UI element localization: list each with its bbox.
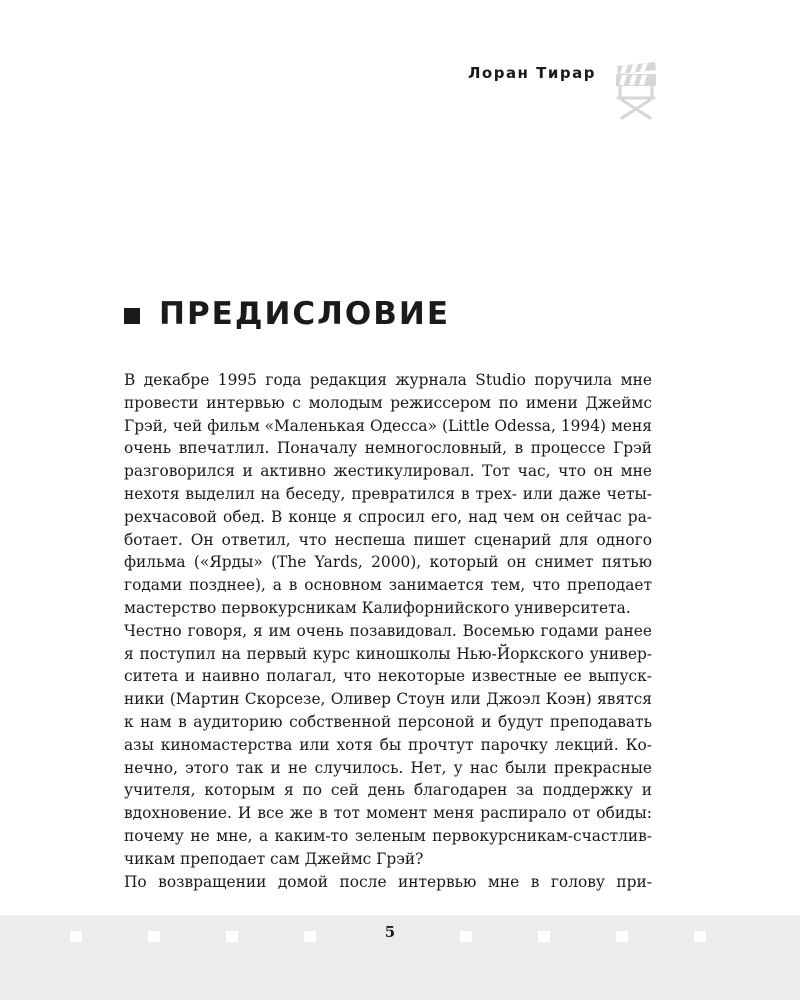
text-line: нехотя выделил на беседу, превратился в трех- или даже четы- [124, 484, 652, 503]
text-line: почему не мне, а каким-то зеленым первокурсникам-счастлив- [124, 826, 652, 845]
text-line: В декабре 1995 года редакция журнала Studio поручила мне [124, 371, 652, 389]
text-line: По возвращении домой после интервью мне в голову при- [124, 872, 652, 891]
text-line: нечно, этого так и не случилось. Нет, у нас были прекрасные [124, 758, 652, 777]
filmstrip-hole [226, 931, 238, 942]
filmstrip-hole [460, 931, 472, 942]
heading-square-bullet [124, 308, 140, 324]
filmstrip-hole [70, 931, 82, 942]
text-line: Честно говоря, я им очень позавидовал. Восемью годами ранее [124, 621, 652, 640]
running-header-author: Лоран Тирар [467, 64, 596, 82]
filmstrip-hole [616, 931, 628, 942]
text-line: к нам в аудиторию собственной персоной и будут преподавать [124, 712, 652, 731]
paragraph-2 [124, 620, 652, 871]
text-line: провести интервью с молодым режиссером по имени Джеймс [124, 393, 652, 412]
text-line: годами позднее), а в основном занимается тем, что преподает [124, 576, 652, 595]
body-text [124, 369, 652, 893]
paragraph-3 [124, 871, 652, 894]
filmstrip-hole [148, 931, 160, 942]
text-line: очень впечатлил. Поначалу немногословный, в процессе Грэй [124, 439, 652, 458]
paragraph-1 [124, 369, 652, 620]
text-line: Грэй, чей фильм «Маленькая Одесса» (Little Odessa, 1994) меня [124, 416, 652, 435]
text-line: чикам преподает сам Джеймс Грэй? [124, 849, 424, 868]
text-line: ситета и наивно полагал, что некоторые известные ее выпуск- [124, 667, 652, 686]
chapter-title: ПРЕДИСЛОВИЕ [159, 296, 450, 332]
text-line: разговорился и активно жестикулировал. Тот час, что он мне [124, 462, 652, 481]
filmstrip-hole [694, 931, 706, 942]
text-line: фильма («Ярды» (The Yards, 2000), который он снимет пятью [124, 553, 652, 572]
page-number: 5 [384, 923, 396, 941]
footer-filmstrip [0, 915, 800, 1000]
text-line: ботает. Он ответил, что неспеша пишет сценарий для одного [124, 530, 652, 549]
text-line: азы киномастерства или хотя бы прочтут парочку лекций. Ко- [124, 735, 652, 754]
text-line: я поступил на первый курс киношколы Нью-Йоркского универ- [124, 644, 652, 663]
director-chair-icon [614, 62, 658, 120]
text-line: мастерство первокурсникам Калифорнийского университета. [124, 598, 631, 617]
filmstrip-hole [304, 931, 316, 942]
filmstrip-hole [538, 931, 550, 942]
text-line: рехчасовой обед. В конце я спросил его, над чем он сейчас ра- [124, 507, 652, 526]
chapter-heading [124, 296, 450, 332]
text-line: вдохновение. И все же в тот момент меня распирало от обиды: [124, 804, 652, 823]
text-line: учителя, которым я по сей день благодарен за поддержку и [124, 781, 652, 800]
text-line: ники (Мартин Скорсезе, Оливер Стоун или Джоэл Коэн) явятся [124, 690, 652, 709]
